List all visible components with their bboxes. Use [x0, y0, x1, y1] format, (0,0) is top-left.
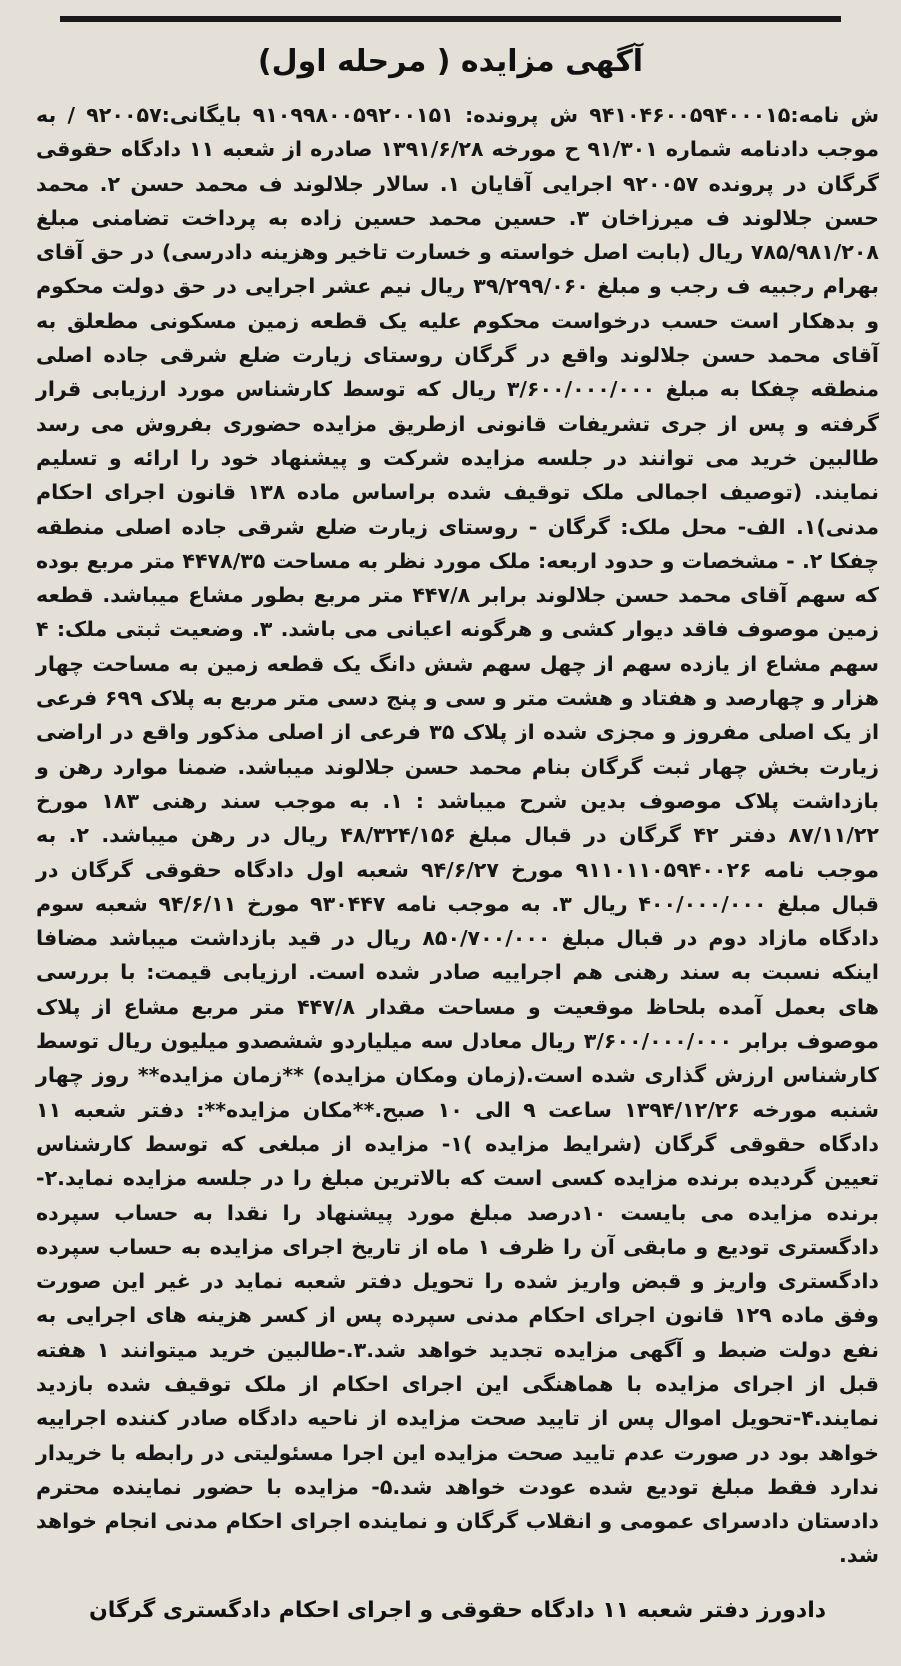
- top-divider: [60, 16, 841, 22]
- notice-body-text: ش نامه:۹۴۱۰۴۶۰۰۵۹۴۰۰۰۱۵ ش پرونده: ۹۱۰۹۹۸۰۰۵۹۲۰۰۱۵۱ بایگانی:۹۲۰۰۵۷ / به موجب دادنامه شماره ۹۱/۳۰۱ ح مورخه ۱۳۹۱/۶/۲۸ صادره از شعبه ۱۱ دادگاه حقوقی گرگان در پرونده ۹۲۰۰۵۷ اجرایی آقایان ۱. سالار جلالوند ف محمد حسن ۲. محمد حسن جلالوند ف میرزاخان ۳. حسین محمد حسین زاده به پرداخت تضامنی مبلغ ۷۸۵/۹۸۱/۲۰۸ ریال (بابت اصل خواسته و خسارت تاخیر وهزینه دادرسی) در حق آقای بهرام رجبیه ف رجب و مبلغ ۳۹/۲۹۹/۰۶۰ ریال نیم عشر اجرایی در حق دولت محکوم و بدهکار است حسب درخواست محکوم علیه یک قطعه زمین مسکونی مطعلق به آقای محمد حسن جلالوند واقع در گرگان روستای زیارت ضلع شرقی جاده اصلی منطقه چفکا به مبلغ ۳/۶۰۰/۰۰۰/۰۰۰ ریال که توسط کارشناس مورد ارزیابی قرار گرفته و پس از جری تشریفات قانونی ازطریق مزایده حضوری بفروش می رسد طالبین خرید می توانند در جلسه مزایده شرکت و پیشنهاد خود را ارائه و تسلیم نمایند. (توصیف اجمالی ملک توقیف شده براساس ماده ۱۳۸ قانون اجرای احکام مدنی)۱. الف- محل ملک: گرگان - روستای زیارت ضلع شرقی جاده اصلی منطقه چفکا ۲. - مشخصات و حدود اربعه: ملک مورد نظر به مساحت ۴۴۷۸/۳۵ متر مربع بوده که سهم آقای محمد حسن جلالوند برابر ۴۴۷/۸ متر مربع بطور مشاع میباشد. قطعه زمین موصوف فاقد دیوار کشی و هرگونه اعیانی می باشد. ۳. وضعیت ثبتی ملک: ۴ سهم مشاع از یازده سهم از چهل سهم شش دانگ یک قطعه زمین به مساحت چهار هزار و چهارصد و هفتاد و هشت متر و سی و پنج دسی متر مربع به پلاک ۶۹۹ فرعی از یک اصلی مفروز و مجزی شده از پلاک ۳۵ فرعی از اصلی مذکور واقع در اراضی زیارت بخش چهار ثبت گرگان بنام محمد حسن جلالوند میباشد. ضمنا موارد رهن و بازداشت پلاک موصوف بدین شرح میباشد : ۱. به موجب سند رهنی ۱۸۳ مورخ ۸۷/۱۱/۲۲ دفتر ۴۲ گرگان در قبال مبلغ ۴۸/۳۲۴/۱۵۶ ریال در رهن میباشد. ۲. به موجب نامه ۹۱۱۰۱۱۰۵۹۴۰۰۲۶ مورخ ۹۴/۶/۲۷ شعبه اول دادگاه حقوقی گرگان در قبال مبلغ ۴۰۰/۰۰۰/۰۰۰ ریال ۳. به موجب نامه ۹۳۰۴۴۷ مورخ ۹۴/۶/۱۱ شعبه سوم دادگاه مازاد دوم در قبال مبلغ ۸۵۰/۷۰۰/۰۰۰ ریال در قید بازداشت میباشد مضافا اینکه نسبت به سند رهنی هم اجراییه صادر شده است. ارزیابی قیمت: با بررسی های بعمل آمده بلحاظ موقعیت و مساحت مقدار ۴۴۷/۸ متر مربع مشاع از پلاک موصوف برابر ۳/۶۰۰/۰۰۰/۰۰۰ ریال معادل سه میلیاردو ششصدو میلیون ریال توسط کارشناس ارزش گذاری شده است.(زمان ومکان مزایده) **زمان مزایده** روز چهار شنبه مورخه ۱۳۹۴/۱۲/۲۶ ساعت ۹ الی ۱۰ صبح.**مکان مزایده**: دفتر شعبه ۱۱ دادگاه حقوقی گرگان (شرایط مزایده )۱- مزایده از مبلغی که توسط کارشناس تعیین گردیده برنده مزایده کسی است که بالاترین مبلغ را در جلسه مزایده نماید.۲-برنده مزایده می بایست ۱۰درصد مبلغ مورد پیشنهاد را نقدا به حساب سپرده دادگستری تودیع و مابقی آن را ظرف ۱ ماه از تاریخ اجرای مزایده به حساب سپرده دادگستری واریز و قبض واریز شده را تحویل دفتر شعبه نماید در غیر این صورت وفق ماده ۱۲۹ قانون اجرای احکام مدنی سپرده پس از کسر هزینه های اجرایی به نفع دولت ضبط و آگهی مزایده تجدید خواهد شد.۳.-طالبین خرید میتوانند ۱ هفته قبل از اجرای مزایده با هماهنگی این اجرای احکام از ملک توقیف شده بازدید نمایند.۴-تحویل اموال پس از تایید صحت مزایده از ناحیه دادگاه صادر کننده اجراییه خواهد بود در صورت عدم تایید صحت مزایده این اجرا مسئولیتی در رابطه با خریدار ندارد فقط مبلغ تودیع شده عودت خواهد شد.۵- مزایده با حضور نماینده محترم دادستان دادسرای عمومی و انقلاب گرگان و نماینده اجرای احکام مدنی انجام خواهد شد.: [36, 103, 880, 1568]
- notice-body: [36, 98, 879, 1573]
- notice-signature: دادورز دفتر شعبه ۱۱ دادگاه حقوقی و اجرای احکام دادگستری گرگان: [88, 1598, 827, 1623]
- notice-title: آگهی مزایده ( مرحله اول): [257, 44, 644, 79]
